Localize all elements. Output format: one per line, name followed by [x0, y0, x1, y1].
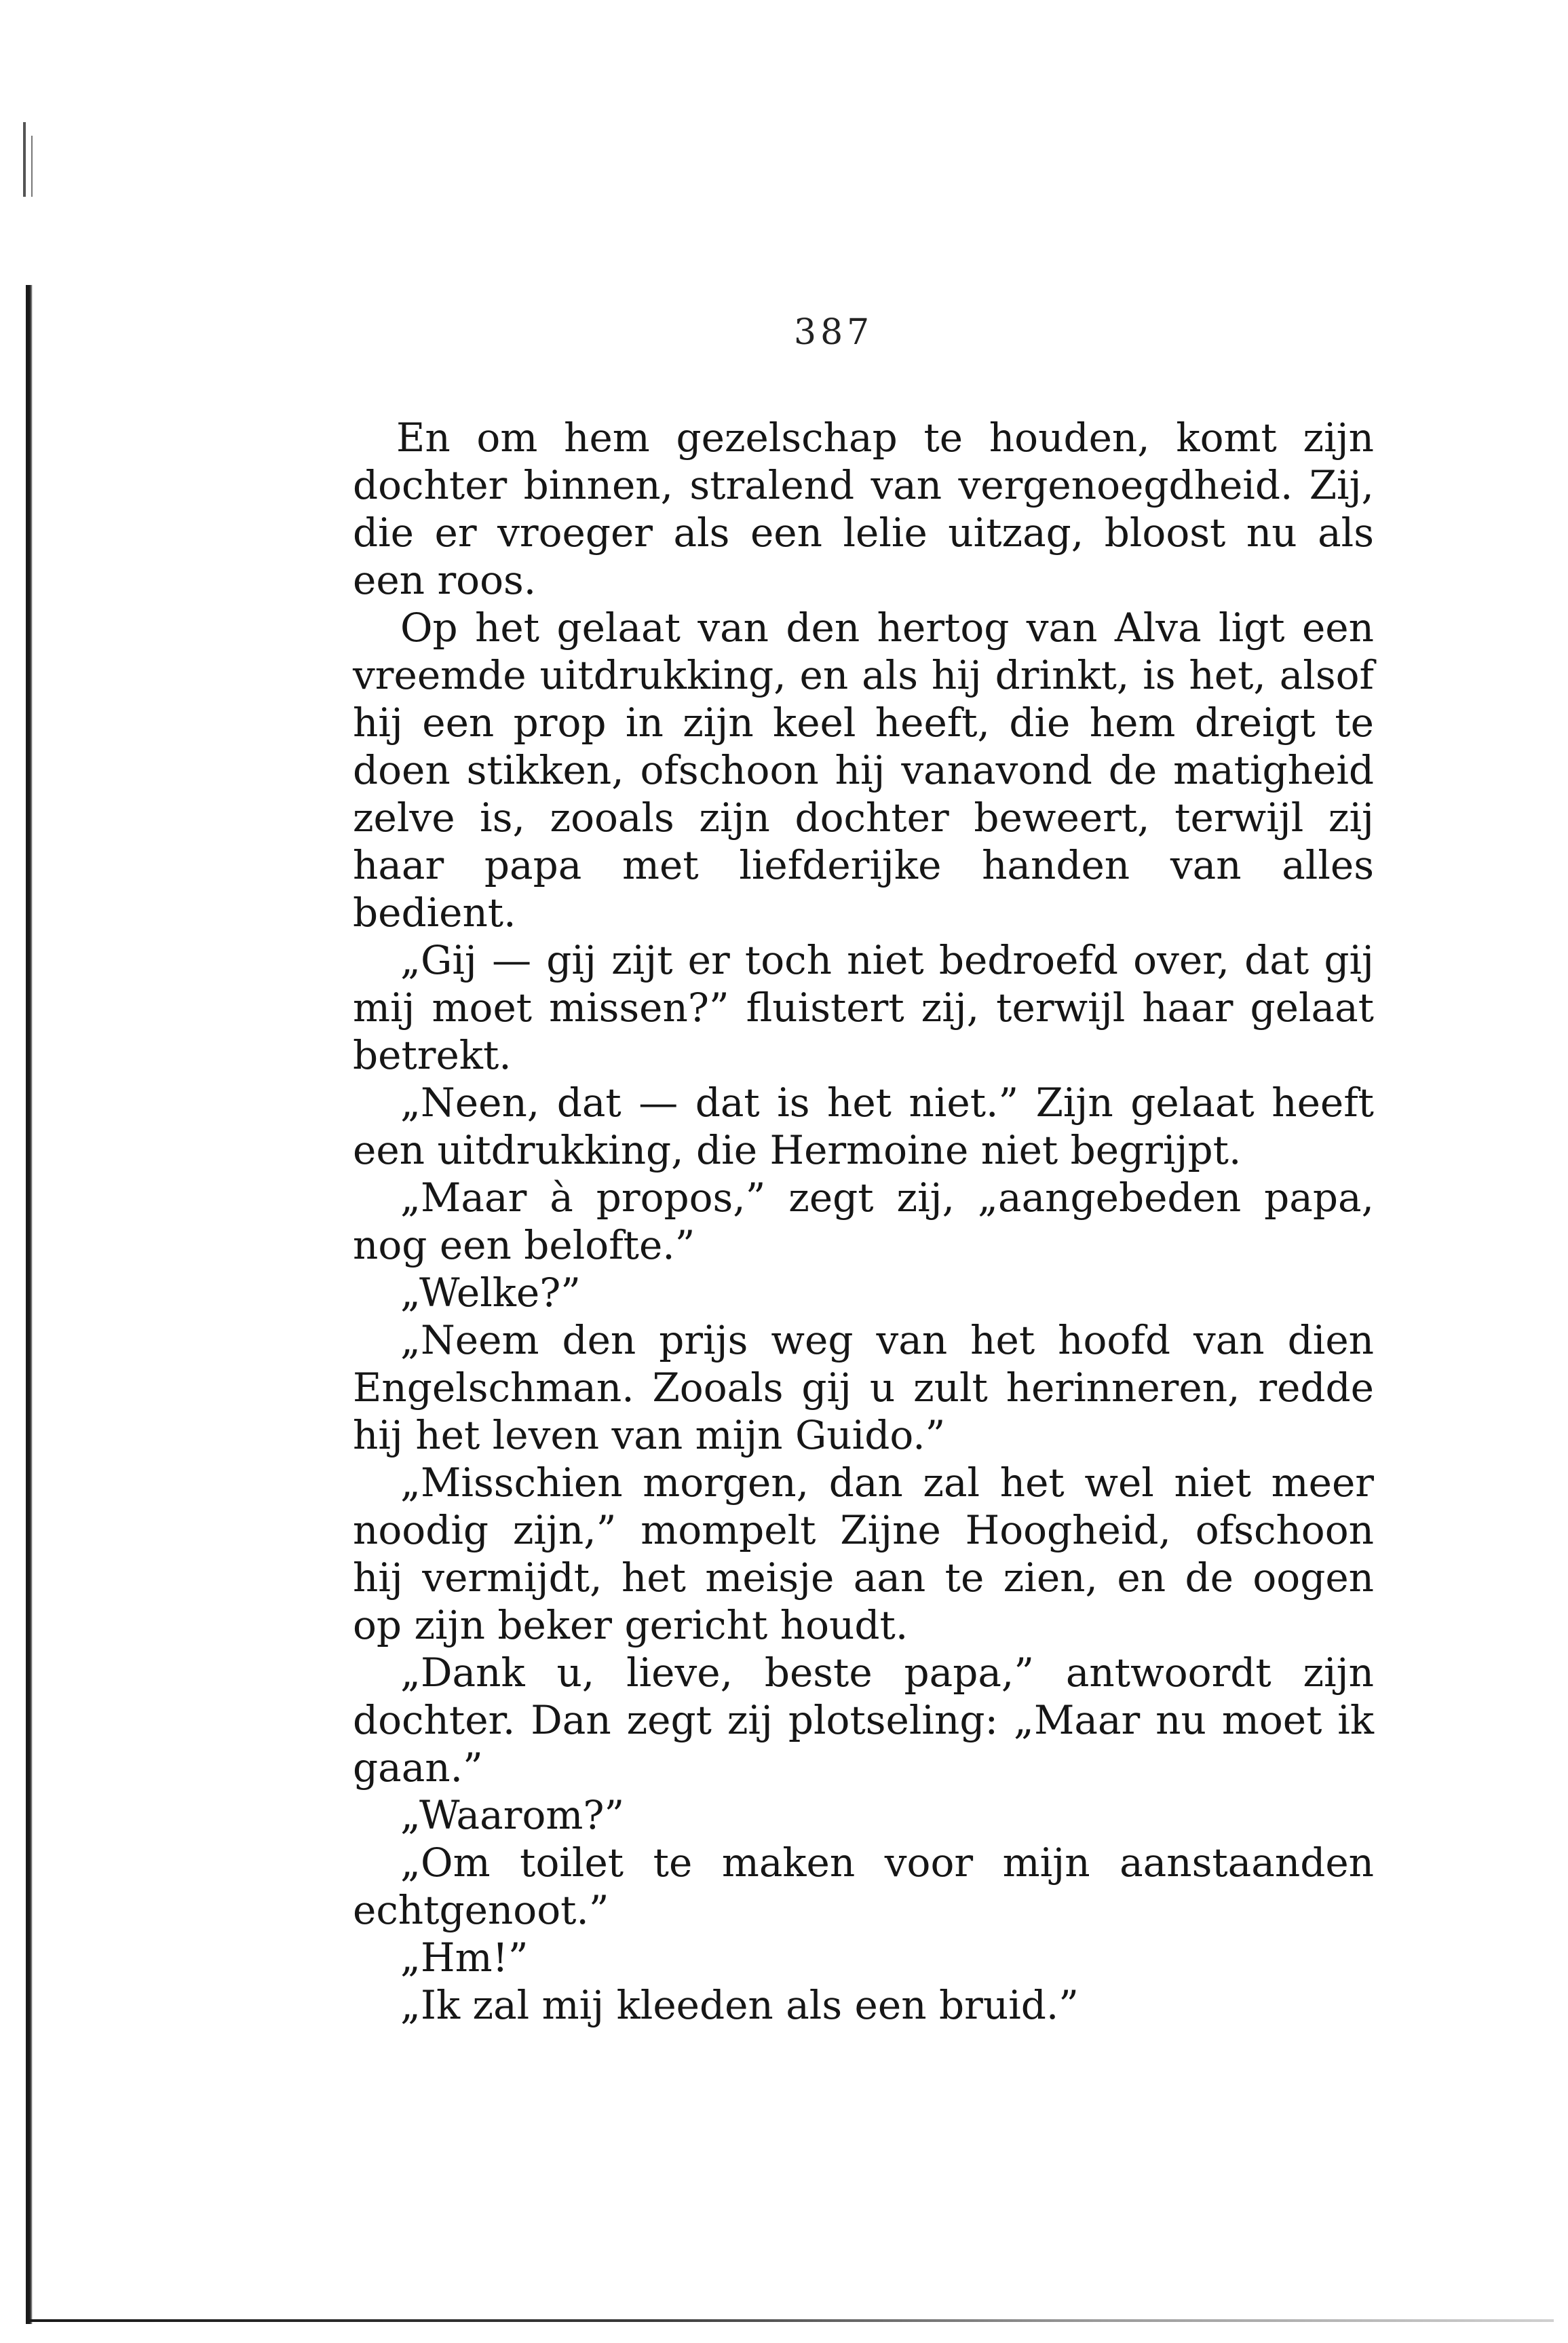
- paragraph: „Neen, dat — dat is het niet.” Zijn gelaat heeft een uitdrukking, die Hermoine niet begrijpt.: [353, 1080, 1374, 1173]
- paragraph: „Hm!”: [400, 1935, 529, 1981]
- paragraph: „Om toilet te maken voor mijn aanstaanden echtgenoot.”: [353, 1840, 1374, 1933]
- paragraph: „Welke?”: [400, 1270, 581, 1316]
- page-number: 387: [794, 312, 874, 353]
- binding-mark: [23, 122, 26, 197]
- body-text: [353, 414, 1374, 2029]
- binding-mark: [31, 136, 33, 197]
- paragraph: „Dank u, lieve, beste papa,” antwoordt zijn dochter. Dan zegt zij plotseling: „Maar nu moet ik gaan.”: [353, 1650, 1374, 1791]
- paragraph: Op het gelaat van den hertog van Alva ligt een vreemde uitdrukking, en als hij drinkt, is het, alsof hij een prop in zijn keel heeft, die hem dreigt te doen stikken, ofschoon hij vanavond de matigheid zelve is, zooals zijn dochter beweert, terwijl zij haar papa met liefderijke handen van alles bedient.: [353, 605, 1374, 936]
- paragraph: „Gij — gij zijt er toch niet bedroefd over, dat gij mij moet missen?” fluistert zij, terwijl haar gelaat betrekt.: [353, 937, 1374, 1078]
- paragraph: „Neem den prijs weg van het hoofd van dien Engelschman. Zooals gij u zult herinneren, redde hij het leven van mijn Guido.”: [353, 1317, 1374, 1458]
- paragraph: „Misschien morgen, dan zal het wel niet meer noodig zijn,” mompelt Zijne Hoogheid, ofschoon hij vermijdt, het meisje aan te zien, en de oogen op zijn beker gericht houdt.: [353, 1460, 1374, 1648]
- binding-edge: [26, 285, 33, 2324]
- paragraph: En om hem gezelschap te houden, komt zijn dochter binnen, stralend van vergenoegdheid. Zij, die er vroeger als een lelie uitzag, bloost nu als een roos.: [353, 415, 1374, 603]
- paragraph: „Ik zal mij kleeden als een bruid.”: [400, 1982, 1079, 2028]
- paragraph: „Waarom?”: [400, 1792, 625, 1838]
- page-bottom-edge: [27, 2319, 1554, 2322]
- paragraph: „Maar à propos,” zegt zij, „aangebeden papa, nog een belofte.”: [353, 1175, 1374, 1268]
